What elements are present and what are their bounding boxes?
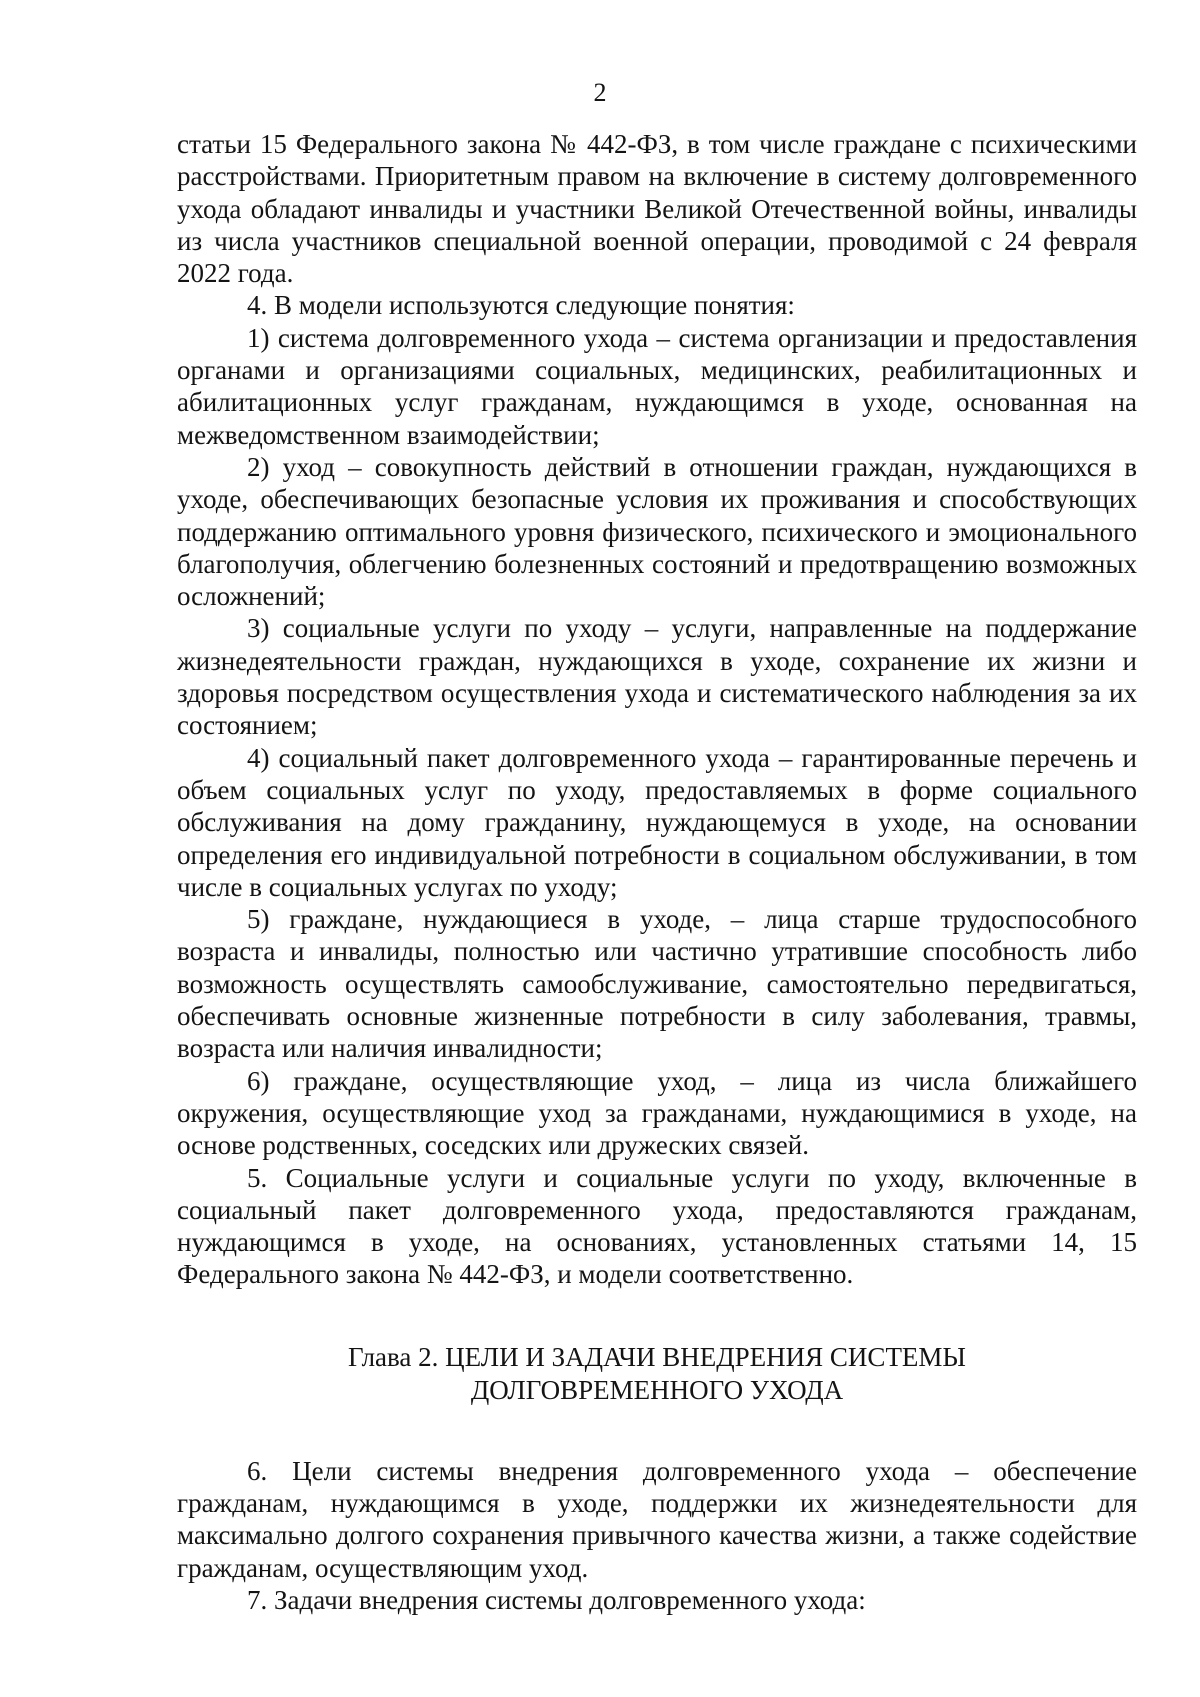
paragraph-item-4: 4. В модели используются следующие понятия: (247, 290, 795, 321)
paragraph-item-4-5: 5) граждане, нуждающиеся в уходе, – лица старше трудоспособного возраста и инвалиды, полностью или частично утратившие способность либо возможность осуществлять самообслуживание, самостоятельно передвигаться, обеспечивать основные жизненные потребности в силу заболевания, травмы, возраста или наличия инвалидности; (177, 904, 1137, 1064)
chapter-heading-line-1: Глава 2. ЦЕЛИ И ЗАДАЧИ ВНЕДРЕНИЯ СИСТЕМЫ (348, 1341, 966, 1372)
paragraph-item-4-3: 3) социальные услуги по уходу – услуги, направленные на поддержание жизнедеятельности граждан, нуждающихся в уходе, сохранение их жизни и здоровья посредством осуществления ухода и систематического наблюдения за их состоянием; (177, 613, 1137, 741)
chapter-heading (177, 1341, 1137, 1407)
paragraph-item-4-4: 4) социальный пакет долговременного ухода – гарантированные перечень и объем социальных услуг по уходу, предоставляемых в форме социального обслуживания на дому гражданину, нуждающемуся в уходе, на основании определения его индивидуальной потребности в социальном обслуживании, в том числе в социальных услугах по уходу; (177, 742, 1137, 902)
paragraph-item-7: 7. Задачи внедрения системы долговременного ухода: (247, 1584, 866, 1615)
paragraph-item-6: 6. Цели системы внедрения долговременного ухода – обеспечение гражданам, нуждающимся в уходе, поддержки их жизнедеятельности для максимально долгого сохранения привычного качества жизни, а также содействие гражданам, осуществляющим уход. (177, 1455, 1137, 1583)
page-number: 2 (593, 78, 607, 107)
paragraph-item-4-2: 2) уход – совокупность действий в отношении граждан, нуждающихся в уходе, обеспечивающих безопасные условия их проживания и способствующих поддержанию оптимального уровня физического, психического и эмоционального благополучия, облегчению болезненных состояний и предотвращению возможных осложнений; (177, 451, 1137, 612)
document-body (177, 128, 1137, 1616)
paragraph-item-4-6: 6) граждане, осуществляющие уход, – лица из числа ближайшего окружения, осуществляющие уход за гражданами, нуждающимися в уходе, на основе родственных, соседских или дружеских связей. (177, 1065, 1137, 1161)
paragraph-item-4-1: 1) система долговременного ухода – система организации и предоставления органами и организациями социальных, медицинских, реабилитационных и абилитационных услуг гражданам, нуждающимся в уходе, основанная на межведомственном взаимодействии; (177, 322, 1137, 450)
paragraph-item-5: 5. Социальные услуги и социальные услуги по уходу, включенные в социальный пакет долговременного ухода, предоставляются гражданам, нуждающимся в уходе, на основаниях, установленных статьями 14, 15 Федерального закона № 442-ФЗ, и модели соответственно. (177, 1162, 1137, 1290)
paragraph-continuation: статьи 15 Федерального закона № 442-ФЗ, в том числе граждане с психическими расстройствами. Приоритетным правом на включение в систему долговременного ухода обладают инвалиды и участники Великой Отечественной войны, инвалиды из числа участников специальной военной операции, проводимой с 24 февраля 2022 года. (177, 129, 1137, 289)
chapter-heading-line-2: ДОЛГОВРЕМЕННОГО УХОДА (470, 1374, 844, 1405)
